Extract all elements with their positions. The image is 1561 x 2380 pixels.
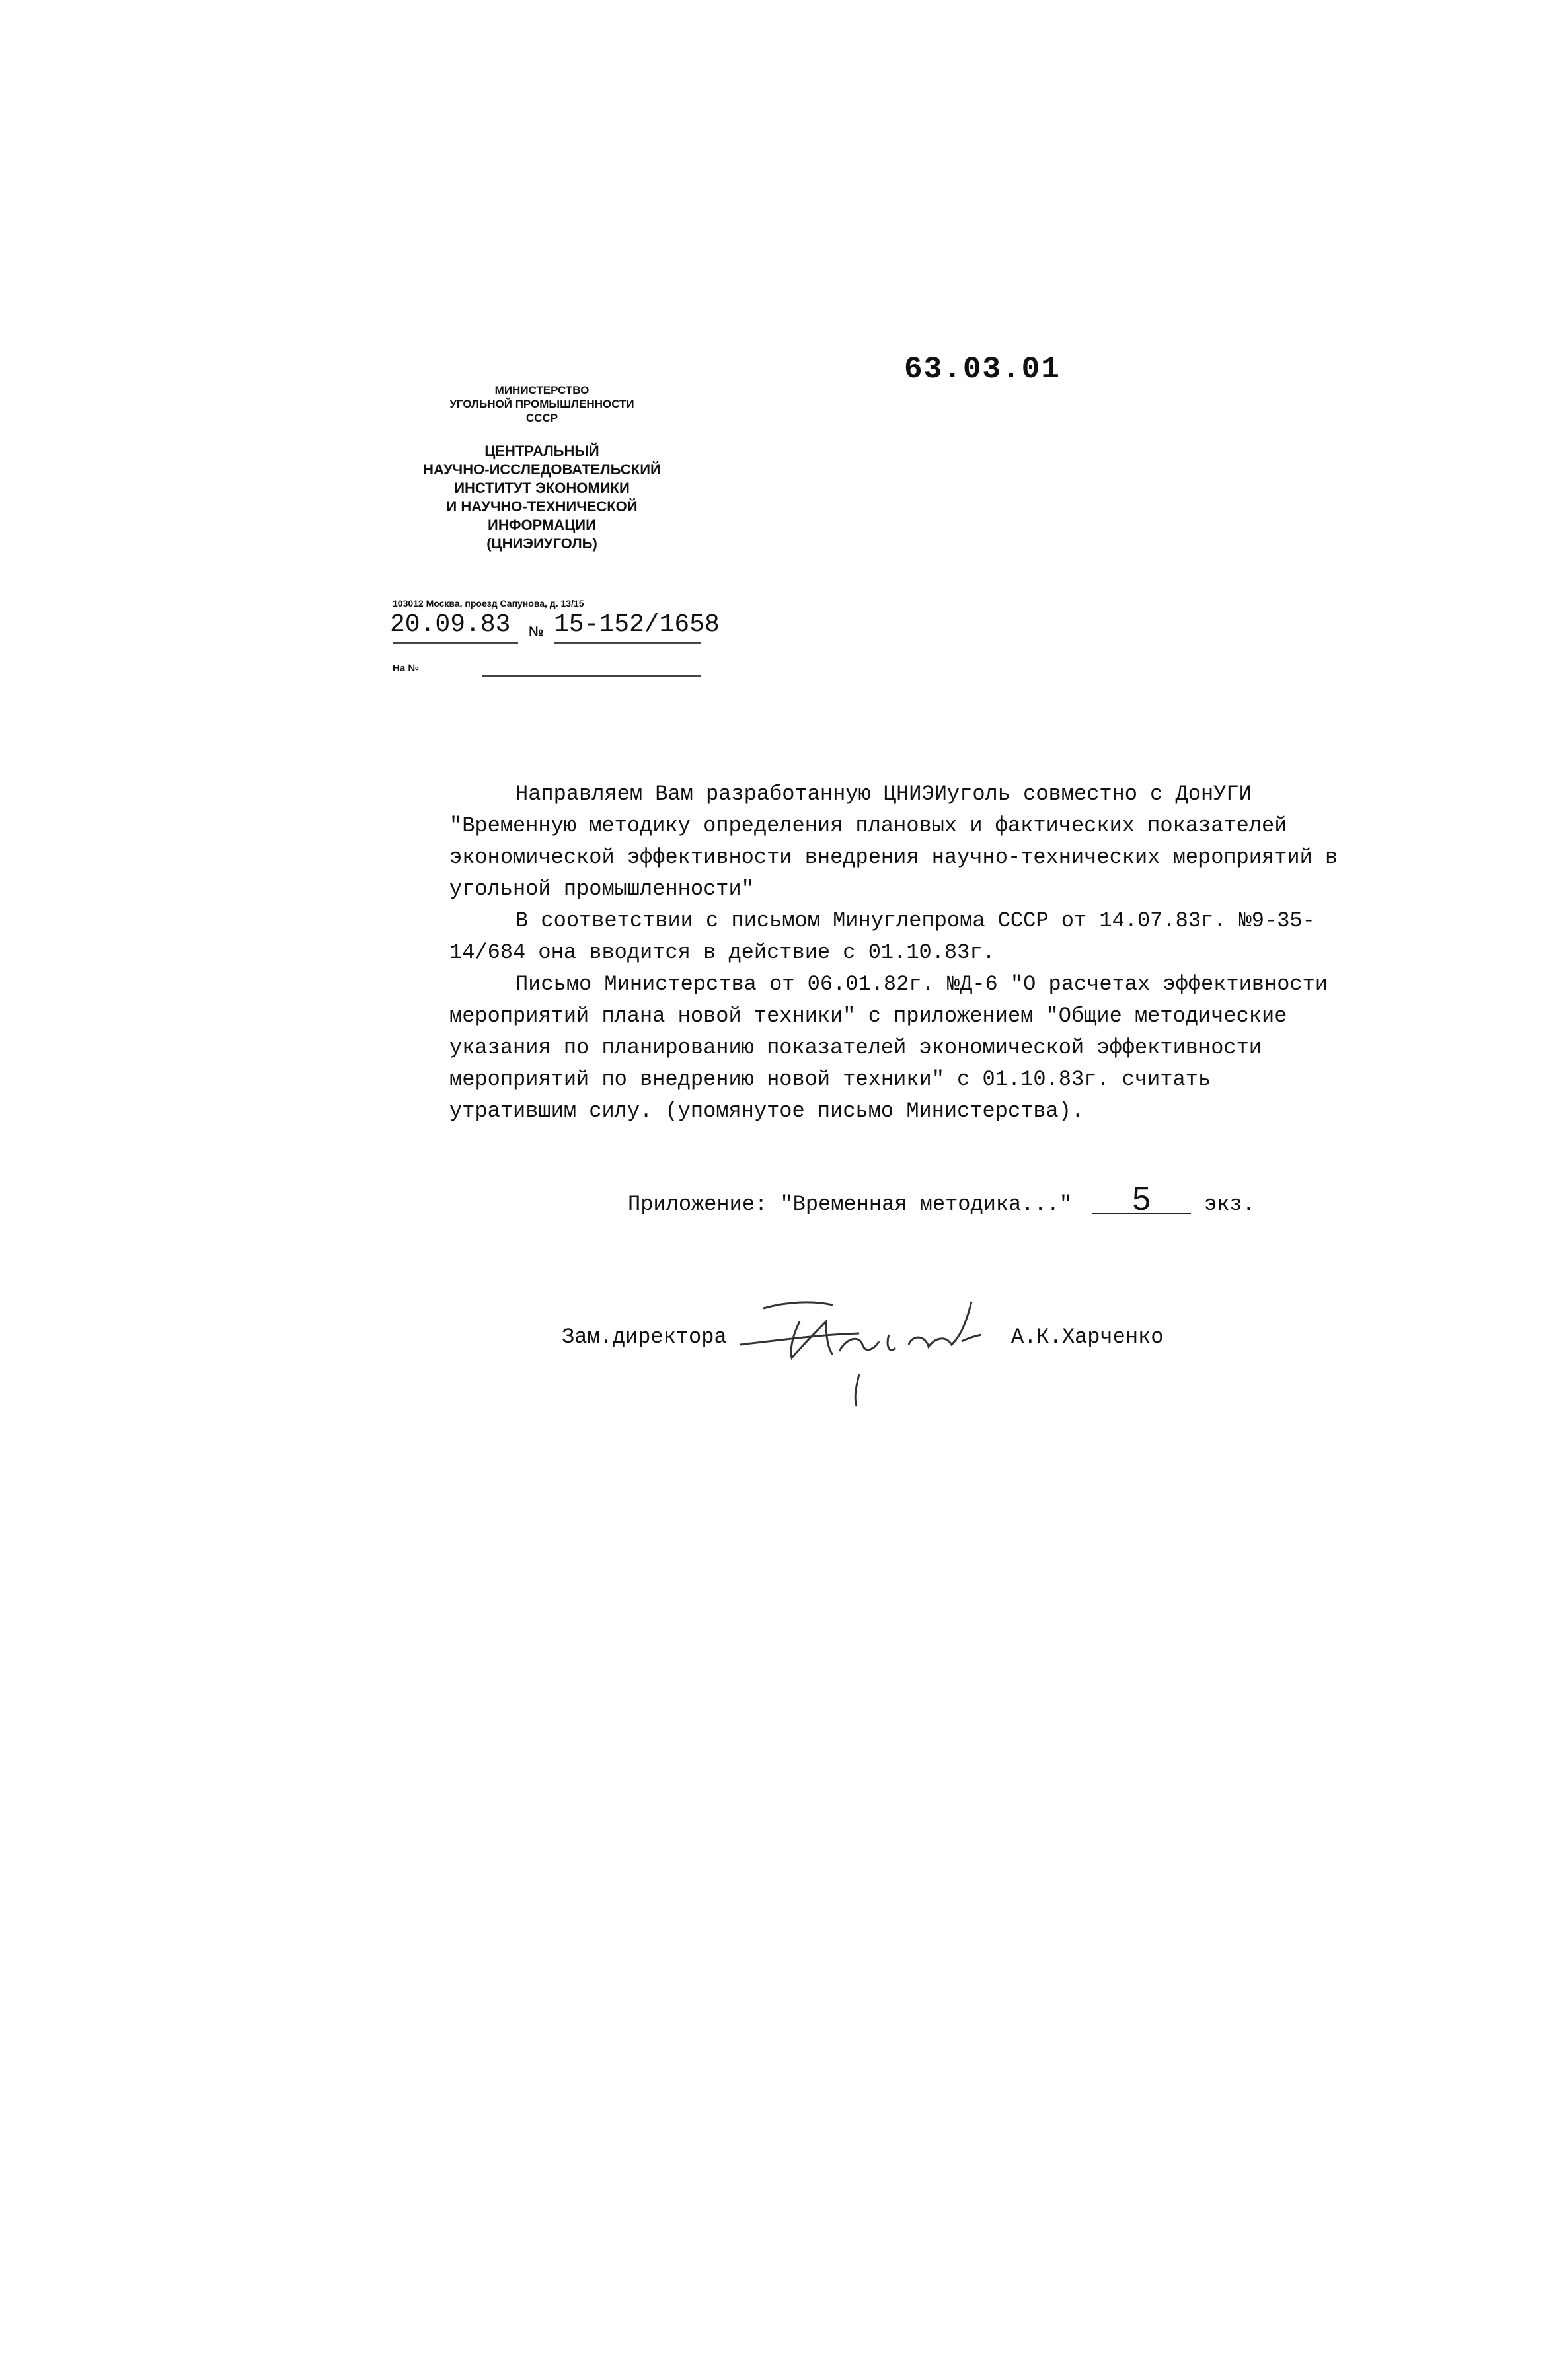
handwritten-signature xyxy=(727,1282,1005,1414)
institute-line: ИНФОРМАЦИИ xyxy=(488,517,596,533)
reply-underline xyxy=(482,675,701,677)
letter-date: 20.09.83 xyxy=(390,611,511,639)
letterhead xyxy=(370,383,714,553)
number-underline xyxy=(554,642,701,644)
signatory-position: Зам.директора xyxy=(562,1325,727,1349)
ministry-line: УГОЛЬНОЙ ПРОМЫШЛЕННОСТИ xyxy=(449,398,634,410)
letter-body xyxy=(449,778,1348,1127)
institute-line: И НАУЧНО-ТЕХНИЧЕСКОЙ xyxy=(446,498,638,515)
document-code: 63.03.01 xyxy=(904,352,1061,387)
institute-line: (ЦНИЭИУГОЛЬ) xyxy=(486,535,597,552)
ministry-name xyxy=(370,383,714,425)
signatory-name: А.К.Харченко xyxy=(1011,1325,1164,1349)
ministry-line: МИНИСТЕРСТВО xyxy=(494,384,590,396)
registration-number: 15-152/1658 xyxy=(554,611,720,639)
reply-label: На № xyxy=(393,663,420,674)
attachment-unit: экз. xyxy=(1204,1192,1255,1216)
institute-name xyxy=(370,442,714,553)
body-paragraph: Письмо Министерства от 06.01.82г. №Д-6 "О расчетах эффективности мероприятий плана новой техники" с приложением "Общие методические указания по планированию показателей экономической эффективности мероприятий по внедрению новой техники" с 01.10.83г. считать утратившим силу. (упомянутое письмо Министерства). xyxy=(449,972,1328,1123)
body-paragraph: В соответствии с письмом Минуглепрома СССР от 14.07.83г. №9-35-14/684 она вводится в действие с 01.10.83г. xyxy=(449,909,1315,965)
institute-address: 103012 Москва, проезд Сапунова, д. 13/15 xyxy=(393,598,584,609)
institute-line: ЦЕНТРАЛЬНЫЙ xyxy=(484,443,599,459)
body-paragraph: Направляем Вам разработанную ЦНИЭИуголь совместно с ДонУГИ "Временную методику определения плановых и фактических показателей экономической эффективности внедрения научно-технических мероприятий в угольной промышленности" xyxy=(449,782,1338,901)
attachment-line xyxy=(628,1180,1255,1217)
institute-line: ИНСТИТУТ ЭКОНОМИКИ xyxy=(454,480,630,496)
ministry-line: СССР xyxy=(525,412,558,424)
number-label: № xyxy=(529,624,544,639)
institute-line: НАУЧНО-ИССЛЕДОВАТЕЛЬСКИЙ xyxy=(423,461,661,478)
attachment-label: Приложение: "Временная методика..." xyxy=(628,1192,1073,1216)
date-underline xyxy=(393,642,518,644)
attachment-copies: 5 xyxy=(1092,1184,1191,1214)
